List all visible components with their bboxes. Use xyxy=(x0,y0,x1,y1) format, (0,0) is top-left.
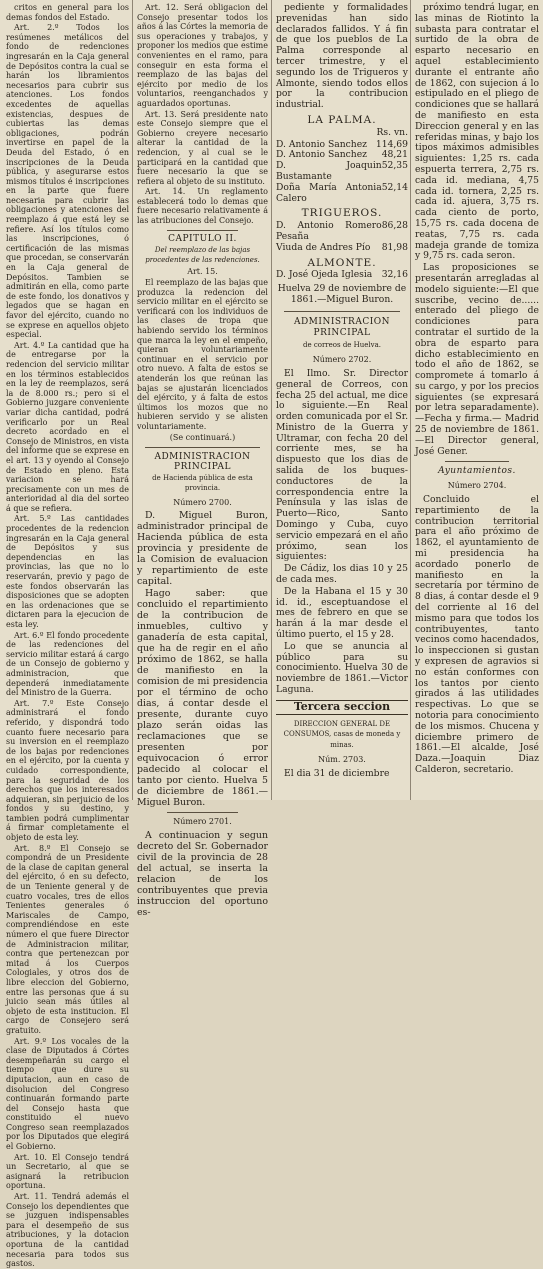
signature: Huelva 29 de noviembre de 1861.—Miguel Buron. xyxy=(277,283,407,305)
paragraph: Hago saber: que concluido el repartimiento de la contribucion de inmuebles, cultivo y ganadería de esta capital, que ha de regir en el año próximo de 1862, se halla de manifiesto en la comision de mi presidencia por el término de ocho dias, á contar desde el presente, durante cuyo plazo serán oidas las reclamaciones que se presenten por equivocacion ó error padecido al colocar el tanto por ciento. Huelva 5 de diciembre de 1861.—Miguel Buron. xyxy=(137,588,268,809)
section-banner: Tercera seccion xyxy=(276,700,408,715)
paragraph: Art. 12. Será obligacion del Consejo presentar todos los años á las Córtes la memoria de sus operaciones y trabajos, y proponer los medios que estime convenientes en el ramo, para conseguir en esta forma el reemplazo de las bajas del ejército por medio de los voluntarios, reenganchados y aguardados oportunas. xyxy=(137,3,268,108)
paragraph: D. Miguel Buron, administrador principal de Hacienda pública de esta provincia y presidente de la Comision de evaluacion y repartimiento de este capital. xyxy=(137,510,268,588)
paragraph: A continuacion y segun decreto del Sr. Gobernador civil de la provincia de 28 del actual, se inserta la relacion de los contribuyentes que previa instruccion del oportuno es- xyxy=(137,829,268,918)
town-heading: LA PALMA. xyxy=(307,113,377,126)
divider xyxy=(284,311,400,312)
column-2 xyxy=(137,3,268,918)
amount-list-almonte xyxy=(276,270,408,281)
column-rule xyxy=(271,0,272,800)
notice-number: Núm. 2703. xyxy=(318,755,366,764)
paragraph: Art. 10. El Consejo tendrá un Secretario, al que se asignará la retribucion oportuna. xyxy=(6,1152,129,1191)
paragraph: El reemplazo de las bajas que produzca la redencion del servicio militar en el ejército se verificará con los individuos de las clases de tropa que habiendo servido los términos que marca la ley en el empeño, quieran voluntariamente continuar en el servicio por otro nuevo. A falta de estos se atenderán los que reúnan las bajas se ajustarán licenciados del ejército, y á falta de estos últimos los mozos que no hubieren servido y se alisten voluntariamente. xyxy=(137,278,268,431)
section-subtitle: de correos de Huelva. xyxy=(302,341,382,350)
divider xyxy=(167,230,238,231)
list-item: D. Antonio Sanchez 114,69 xyxy=(276,138,408,150)
chapter-title: CAPITULO II. xyxy=(168,233,237,244)
paragraph: Art. 6.º El fondo procedente de las redenciones del servicio militar estará á cargo de un Consejo de gobierno y administracion, que dependerá inmediatamente del Ministro de la Guerra. xyxy=(6,630,129,698)
chapter-subtitle: Del reemplazo de las bajas procedentes de las redenciones. xyxy=(145,246,260,264)
section-title: ADMINISTRACION PRINCIPAL xyxy=(154,452,251,472)
divider xyxy=(167,812,238,813)
paragraph: Art. 11. Tendrá además el Consejo los dependientes que se juzguen indispensables para el desempeño de sus atribuciones, y la dotacion oportuna de la cantidad necesaria para todos sus gastos. xyxy=(6,1192,129,1269)
paragraph: Art. 4.º La cantidad que ha de entregarse por la redencion del servicio militar en los términos establecidos en la ley de reemplazos, será la de 8.000 rs.; pero si el Gobierno juzgare conveniente variar dicha cantidad, podrá verificarlo por un Real decreto acordado en el Consejo de Ministros, en vista del informe que se exprese en el art. 13 y oyendo al Consejo de Estado en pleno. Esta variacion se hará precisamente con un mes de anterioridad al dia del sorteo á que se refiera. xyxy=(6,340,129,513)
paragraph: critos en general para los demas fondos del Estado. xyxy=(6,3,129,22)
paragraph: El Ilmo. Sr. Director general de Correos, con fecha 25 del actual, me dice lo siguiente.—En Real orden comunicada por el Sr. Ministro de la Guerra y Ultramar, con fecha 20 del corriente mes, se ha dispuesto que los dias de salida de los buques-conductores de la correspondencia entre la Península y las islas de Puerto—Rico, Santo Domingo y Cuba, cuyo servicio empezará en el año próximo, sean los siguientes: xyxy=(276,367,408,563)
section-subtitle: DIRECCION GENERAL DE CONSUMOS, casas de moneda y minas. xyxy=(283,719,401,750)
list-item: Doña María Antonia Calero 52,14 xyxy=(276,181,408,204)
divider xyxy=(145,447,260,448)
divider xyxy=(445,461,509,462)
paragraph: Art. 14. Un reglamento establecerá todo lo demas que fuere necesario relativamente á las atribuciones del Consejo. xyxy=(137,187,268,226)
paragraph: Las proposiciones se presentarán arregladas al modelo siguiente:—El que suscribe, vecino de...... enterado del pliego de condiciones para contratar el surtido de la obra de esparto para dicho establecimiento en todo el año de 1862, se compromete á tomarlo á su cargo, y por los precios siguientes (se expresará por letra separadamente).—Fecha y firma.— Madrid 25 de noviembre de 1861.—El Director general, José Gener. xyxy=(415,262,539,457)
paragraph: Art. 7.º Este Consejo administrará el fondo referido, y dispondrá todo cuanto fuere necesario para su inversion en el reemplazo de los bajas por redenciones en el ejército, por la cuenta y cuidado correspondiente, para la seguridad de los derechos que los interesados adquieran, sin perjuicio de los fondos y su destino, y tambien podrá cumplimentar á firmar completamente el objeto de esta ley. xyxy=(6,698,129,843)
column-1 xyxy=(6,3,129,1269)
paragraph: Lo que se anuncia al público para su conocimiento. Huelva 30 de noviembre de 1861.—Victor Laguna. xyxy=(276,640,408,696)
list-item: D. Joaquin Bustamante 52,35 xyxy=(276,160,408,182)
currency-label: Rs. vn. xyxy=(376,126,408,138)
list-item: D. José Ojeda Iglesia 32,16 xyxy=(276,269,408,281)
section-title: Ayuntamientos. xyxy=(438,466,516,477)
notice-number: Número 2702. xyxy=(312,355,372,365)
column-rule xyxy=(132,0,133,800)
paragraph: Art. 5.º Las cantidades procedentes de la redencion ingresarán en la Caja general de Depósitos y sus dependencias en las provincias, las que no lo reservarán, previo y pago de este fondos observarán las disposiciones que se adopten en las ordenaciones que se dictaren para la ejecucion de esta ley. xyxy=(6,514,129,629)
paragraph: El dia 31 de diciembre xyxy=(284,767,390,779)
list-item: D. Antonio Sanchez 48,21 xyxy=(276,149,408,161)
paragraph: De Cádiz, los dias 10 y 25 de cada mes. xyxy=(276,563,408,586)
notice-number: Número 2701. xyxy=(173,817,232,827)
paragraph: Art. 13. Será presidente nato este Consejo siempre que el Gobierno creyere necesario alterar la cantidad de la redencion, y al cual se le participará en la cantidad que fuere necesario la que se refiera al objeto de su instituto. xyxy=(137,109,268,186)
section-subtitle: de Hacienda pública de esta provincia. xyxy=(152,474,253,492)
paragraph: pediente y formalidades prevenidas han sido declarados fallidos. Y á fin de que los pueblos de La Palma corresponde al tercer trimestre, y el segundo los de Trigueros y Almonte, siendo todos ellos por la contribucion industrial. xyxy=(276,2,408,111)
paragraph: próximo tendrá lugar, en las minas de Riotinto la subasta para contratar el surtido de la obra de esparto necesario en aquel establecimiento durante el entrante año de 1862, con sujecion á lo estipulado en el pliego de condiciones que se hallará de manifiesto en esta Direccion general y en las referidas minas, y bajo los tipos máximos admisibles siguientes: 1,25 rs. cada espuerta terrera, 2,75 rs. cada id. mediana, 4,75 cada id. tornera, 2,25 rs. cada id. ajuera, 3,75 rs. cada ciento de porto, 15,75 rs. cada docena de reatas, 7,75 rs. cada madeja grande de tomiza y 9,75 rs. cada seron. xyxy=(415,2,539,262)
paragraph: Art. 8.º El Consejo se compondrá de un Presidente de la clase de capitan general del ejército, ó en su defecto, de un Teniente general y de cuatro vocales, tres de ellos Tenientes generales ó Mariscales de Campo, comprendiéndose en este número el que fuere Director de Administracion militar, contra que pertenezcan por mitad á los Cuerpos Cologiales, y otros dos de libre eleccion del Gobierno, entre las personas que á su juicio sean más útiles al objeto de esta institucion. El cargo de Consejero será gratuito. xyxy=(6,843,129,1035)
notice-number: Número 2704. xyxy=(447,481,507,491)
section-title: ADMINISTRACION PRINCIPAL xyxy=(293,316,391,338)
amount-list-trigueros xyxy=(276,221,408,253)
column-3 xyxy=(276,3,408,797)
continuation-note: (Se continuará.) xyxy=(169,432,236,442)
notice-number: Número 2700. xyxy=(173,497,232,507)
town-heading: ALMONTE. xyxy=(307,256,377,269)
paragraph: Art. 9.º Los vocales de la clase de Diputados á Córtes desempeñarán su cargo el tiempo que dure su diputacion, aun en caso de disolucion del Congreso continuarán formando parte del Consejo hasta que constituido el nuevo Congreso sean reemplazados por los Diputados que elegirá el Gobierno. xyxy=(6,1036,129,1152)
town-heading: TRIGUEROS. xyxy=(301,207,383,220)
paragraph: Art. 2.º Todos los resúmenes metálicos del fondo de redenciones ingresarán en la Caja general de Depósitos contra la cual se harán los libramientos necesarios para cubrir sus atenciones. Los fondos excedentes de aquellas existencias, despues de cubiertas las demas obligaciones, podrán invertirse en papel de la Deuda del Estado, ó en inscripciones de la Deuda pública, y asegurarse estos mismos títulos é inscripciones en la parte que fuere necesaria para cubrir las obligaciones y atenciones del reemplazo á que está ley se refiere. Así los títulos como las inscripciones, ó certificación de las mismas que procedan, se conservarán en la Caja general de Depósitos. Tambien se admitirán en ella, como parte de este fondo, los donativos y legados que se hagan en favor del ejército, cuando no se exprese en aquellos objeto especial. xyxy=(6,23,129,340)
amount-list-la-palma xyxy=(276,140,408,205)
column-rule xyxy=(410,0,411,800)
column-4 xyxy=(415,3,539,797)
paragraph: Concluido el repartimiento de la contribucion territorial para el año próximo de 1862, el ayuntamiento de mi presidencia ha acordado ponerlo de manifiesto en la secretaría por término de 8 dias, á contar desde el 9 del corriente al 16 del mismo para que todos los contribuyentes, tanto vecinos como hacendados, lo inspeccionen si gustan y expresen de agravios si no están conformes con los tantos por ciento girados á las utilidades respectivas. Lo que se notoria para conocimiento de los mismos. Chucena y diciembre primero de 1861.—El alcalde, José Daza.—Joaquin Diaz Calderon, secretario. xyxy=(415,494,539,775)
list-item: D. Antonio Romero Pesaña 86,28 xyxy=(276,220,408,242)
article-number: Art. 15. xyxy=(187,267,218,277)
paragraph: De la Habana el 15 y 30 id. id., esceptuandose el mes de febrero en que se harán á la mar desde el último puerto, el 15 y 28. xyxy=(276,585,408,641)
list-item: Viuda de Andres Pío 81,98 xyxy=(276,241,408,253)
